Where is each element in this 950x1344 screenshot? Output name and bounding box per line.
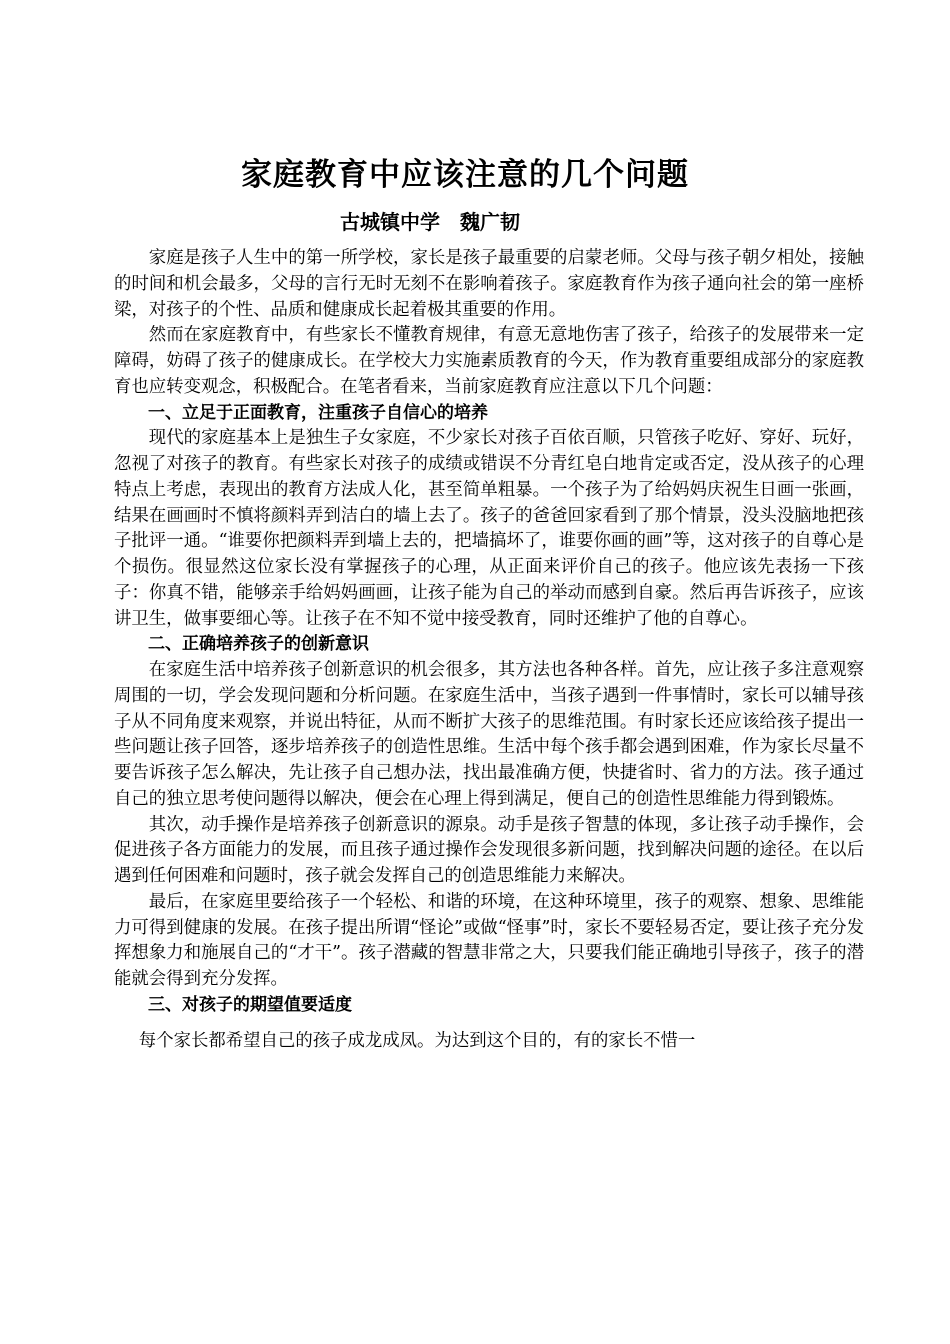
document-title: 家庭教育中应该注意的几个问题 xyxy=(241,157,689,193)
paragraph: 现代的家庭基本上是独生子女家庭，不少家长对孩子百依百顺，只管孩子吃好、穿好、玩好，忽视了对孩子的教育。有些家长对孩子的成绩或错误不分青红皂白地肯定或否定，没从孩子的心理特点上考虑，表现出的教育方法成人化，甚至简单粗暴。一个孩子为了给妈妈庆祝生日画一张画，结果在画画时不慎将颜料弄到洁白的墙上去了。孩子的爸爸回家看到了那个情景，没头没脑地把孩子批评一通。“谁要你把颜料弄到墙上去的，把墙搞坏了，谁要你画的画”等，这对孩子的自尊心是个损伤。很显然这位家长没有掌握孩子的心理，从正面来评价自己的孩子。他应该先表扬一下孩子：你真不错，能够亲手给妈妈画画，让孩子能为自己的举动而感到自豪。然后再告诉孩子，应该讲卫生，做事要细心等。让孩子在不知不觉中接受教育，同时还维护了他的自尊心。 xyxy=(114,428,864,629)
section-heading: 一、立足于正面教育，注重孩子自信心的培养 xyxy=(148,402,488,423)
paragraph: 每个家长都希望自己的孩子成龙成凤。为达到这个目的，有的家长不惜一 xyxy=(138,1030,696,1051)
paragraph: 家庭是孩子人生中的第一所学校，家长是孩子最重要的启蒙老师。父母与孩子朝夕相处，接触的时间和机会最多，父母的言行无时无刻不在影响着孩子。家庭教育作为孩子通向社会的第一座桥梁，对孩子的个性、品质和健康成长起着极其重要的作用。 xyxy=(114,248,864,320)
document-body xyxy=(114,246,864,1054)
author-byline: 古城镇中学 魏广韧 xyxy=(340,210,520,234)
paragraph: 在家庭生活中培养孩子创新意识的机会很多，其方法也各种各样。首先，应让孩子多注意观察周围的一切，学会发现问题和分析问题。在家庭生活中，当孩子遇到一件事情时，家长可以辅导孩子从不同角度来观察，并说出特征，从而不断扩大孩子的思维范围。有时家长还应该给孩子提出一些问题让孩子回答，逐步培养孩子的创造性思维。生活中每个孩手都会遇到困难，作为家长尽量不要告诉孩子怎么解决，先让孩子自己想办法，找出最准确方便，快捷省时、省力的方法。孩子通过自己的独立思考使问题得以解决，便会在心理上得到满足，便自己的创造性思维能力得到锻炼。 xyxy=(114,660,864,809)
paragraph: 最后，在家庭里要给孩子一个轻松、和谐的环境，在这种环境里，孩子的观察、想象、思维能力可得到健康的发展。在孩子提出所谓“怪论”或做“怪事”时，家长不要轻易否定，要让孩子充分发挥想象力和施展自己的“才干”。孩子潜藏的智慧非常之大，只要我们能正确地引导孩子，孩子的潜能就会得到充分发挥。 xyxy=(114,891,864,989)
section-heading: 二、正确培养孩子的创新意识 xyxy=(148,634,369,655)
paragraph: 然而在家庭教育中，有些家长不懂教育规律，有意无意地伤害了孩子，给孩子的发展带来一定障碍，妨碍了孩子的健康成长。在学校大力实施素质教育的今天，作为教育重要组成部分的家庭教育也应转变观念，积极配合。在笔者看来，当前家庭教育应注意以下几个问题： xyxy=(114,325,864,397)
paragraph: 其次，动手操作是培养孩子创新意识的源泉。动手是孩子智慧的体现，多让孩子动手操作，会促进孩子各方面能力的发展，而且孩子通过操作会发现很多新问题，找到解决问题的途径。在以后遇到任何困难和问题时，孩子就会发挥自己的创造思维能力来解决。 xyxy=(114,814,864,886)
section-heading: 三、对孩子的期望值要适度 xyxy=(148,994,352,1015)
